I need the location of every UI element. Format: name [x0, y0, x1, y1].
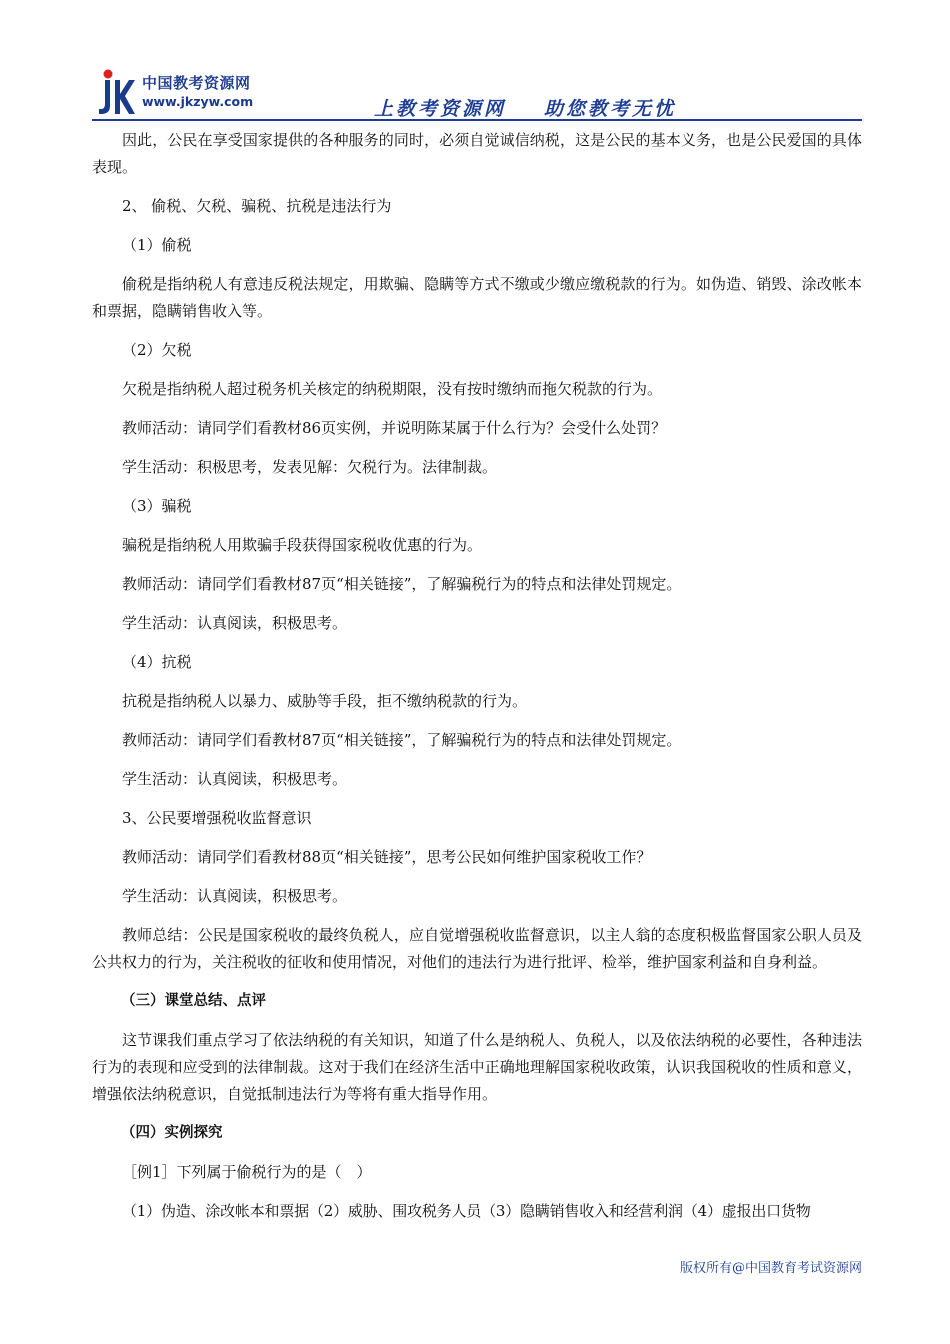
student-activity: 学生活动：认真阅读，积极思考。: [122, 770, 348, 788]
teacher-activity: 教师活动：请同学们看教材86页实例，并说明陈某属于什么行为？会受什么处罚？: [122, 419, 667, 437]
logo-title: 中国教考资源网: [142, 74, 251, 92]
page-header: [92, 64, 862, 124]
paragraph: 因此，公民在享受国家提供的各种服务的同时，必须自觉诚信纳税，这是公民的基本义务，也是公民爱国的具体表现。: [92, 131, 862, 176]
student-activity: 学生活动：积极思考，发表见解：欠税行为。法律制裁。: [122, 458, 498, 476]
slogan-part-1: 上教考资源网: [374, 98, 507, 120]
student-activity: 学生活动：认真阅读，积极思考。: [122, 614, 348, 632]
teacher-activity: 教师活动：请同学们看教材88页“相关链接”，思考公民如何维护国家税收工作？: [122, 848, 652, 866]
teacher-summary: 教师总结：公民是国家税收的最终负税人，应自觉增强税收监督意识，以主人翁的态度积极监督国家公职人员及公共权力的行为，关注税收的征收和使用情况，对他们的违法行为进行批评、检举，维护国家利益和自身利益。: [92, 926, 862, 971]
teacher-activity: 教师活动：请同学们看教材87页“相关链接”，了解骗税行为的特点和法律处罚规定。: [122, 731, 682, 749]
logo-url: www.jkzyw.com: [142, 94, 254, 109]
subheading: （4）抗税: [122, 653, 192, 671]
paragraph: 抗税是指纳税人以暴力、威胁等手段，拒不缴纳税款的行为。: [122, 692, 528, 710]
subheading: （3）骗税: [122, 497, 192, 515]
example-question: ［例1］下列属于偷税行为的是（ ）: [122, 1163, 372, 1181]
section-heading: 2、 偷税、欠税、骗税、抗税是违法行为: [122, 197, 392, 215]
student-activity: 学生活动：认真阅读，积极思考。: [122, 887, 348, 905]
section-heading-bold: （四）实例探究: [121, 1125, 223, 1141]
site-logo[interactable]: [92, 66, 272, 120]
footer-copyright: 版权所有@中国教育考试资源网: [679, 1261, 862, 1276]
teacher-activity: 教师活动：请同学们看教材87页“相关链接”，了解骗税行为的特点和法律处罚规定。: [122, 575, 682, 593]
subheading: （2）欠税: [122, 341, 192, 359]
paragraph: 骗税是指纳税人用欺骗手段获得国家税收优惠的行为。: [122, 536, 483, 554]
example-options: （1）伪造、涂改帐本和票据（2）威胁、围攻税务人员（3）隐瞒销售收入和经营利润（4）虚报出口货物: [122, 1202, 811, 1220]
paragraph: 欠税是指纳税人超过税务机关核定的纳税期限，没有按时缴纳而拖欠税款的行为。: [122, 380, 663, 398]
section-heading: 3、公民要增强税收监督意识: [122, 809, 312, 827]
slogan-part-2: 助您教考无忧: [544, 98, 677, 120]
subheading: （1）偷税: [122, 236, 192, 254]
section-heading-bold: （三）课堂总结、点评: [121, 993, 266, 1009]
header-slogan: [374, 94, 676, 121]
paragraph: 偷税是指纳税人有意违反税法规定，用欺骗、隐瞒等方式不缴或少缴应缴税款的行为。如伪造、销毁、涂改帐本和票据，隐瞒销售收入等。: [92, 275, 862, 320]
document-body: [92, 127, 862, 1237]
jk-logo-icon: [96, 68, 136, 118]
header-divider: [92, 119, 862, 121]
paragraph: 这节课我们重点学习了依法纳税的有关知识，知道了什么是纳税人、负税人，以及依法纳税的必要性，各种违法行为的表现和应受到的法律制裁。这对于我们在经济生活中正确地理解国家税收政策，认识我国税收的性质和意义，增强依法纳税意识，自觉抵制违法行为等将有重大指导作用。: [92, 1031, 862, 1103]
